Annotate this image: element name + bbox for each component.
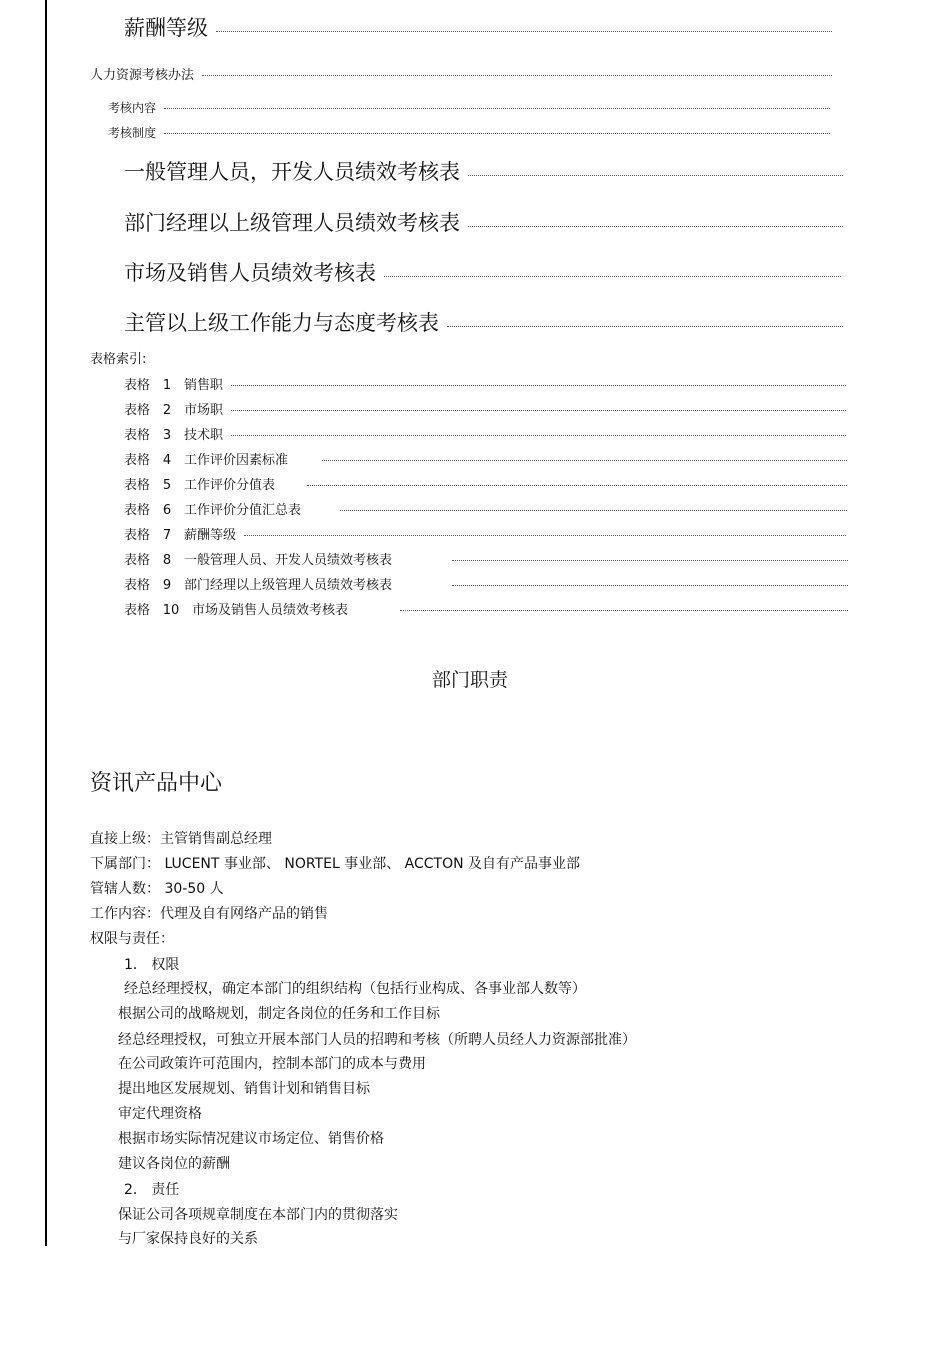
table-index-item[interactable] bbox=[124, 449, 847, 468]
table-name: 部门经理以上级管理人员绩效考核表 bbox=[184, 578, 393, 593]
toc-entry[interactable] bbox=[108, 124, 830, 141]
table-number: 7 bbox=[162, 528, 172, 543]
toc-entry-text: 考核内容 bbox=[108, 101, 157, 115]
leader-dots bbox=[452, 585, 848, 586]
authority-item: 经总经理授权，确定本部门的组织结构（包括行业构成、各事业部人数等） bbox=[124, 981, 586, 997]
authority-item: 提出地区发展规划、销售计划和销售目标 bbox=[118, 1081, 370, 1097]
toc-entry[interactable] bbox=[124, 12, 832, 42]
leader-dots bbox=[216, 31, 832, 32]
toc-entry-text: 薪酬等级 bbox=[124, 16, 208, 40]
authority-item: 经总经理授权，可独立开展本部门人员的招聘和考核（所聘人员经人力资源部批准） bbox=[118, 1032, 636, 1048]
table-label: 表格 bbox=[124, 378, 151, 393]
leader-dots bbox=[340, 510, 847, 511]
table-label: 表格 bbox=[124, 428, 151, 443]
table-label: 表格 bbox=[124, 503, 151, 518]
table-number: 8 bbox=[162, 553, 172, 568]
toc-entry-text: 主管以上级工作能力与态度考核表 bbox=[124, 311, 439, 335]
table-name: 市场职 bbox=[184, 403, 224, 418]
toc-entry-text: 一般管理人员，开发人员绩效考核表 bbox=[124, 160, 460, 184]
table-label: 表格 bbox=[124, 528, 151, 543]
table-name: 一般管理人员、开发人员绩效考核表 bbox=[184, 553, 393, 568]
table-index-item[interactable] bbox=[124, 549, 848, 568]
dept-duties-title: 部门职责 bbox=[431, 669, 508, 691]
headcount-line: 管辖人数： 30-50 人 bbox=[90, 881, 224, 897]
table-label: 表格 bbox=[124, 478, 151, 493]
authority-heading: 1． 权限 bbox=[124, 957, 180, 973]
authority-responsibility-heading: 权限与责任： bbox=[90, 931, 174, 947]
table-name: 薪酬等级 bbox=[184, 528, 237, 543]
table-name: 工作评价分值表 bbox=[184, 478, 276, 493]
toc-entry[interactable] bbox=[124, 156, 843, 186]
table-index-item[interactable] bbox=[124, 524, 846, 543]
superior-line: 直接上级：主管销售副总经理 bbox=[90, 831, 272, 847]
work-content-line: 工作内容：代理及自有网络产品的销售 bbox=[90, 906, 328, 922]
table-index-item[interactable] bbox=[124, 599, 848, 618]
table-number: 3 bbox=[162, 428, 172, 443]
authority-item: 审定代理资格 bbox=[118, 1106, 202, 1122]
responsibility-item: 保证公司各项规章制度在本部门内的贯彻落实 bbox=[118, 1207, 398, 1223]
table-name: 工作评价分值汇总表 bbox=[184, 503, 302, 518]
table-index-item[interactable] bbox=[124, 424, 846, 443]
table-label: 表格 bbox=[124, 578, 151, 593]
left-margin-rule bbox=[45, 0, 47, 1246]
toc-entry[interactable] bbox=[90, 64, 832, 83]
toc-entry-text: 人力资源考核办法 bbox=[90, 68, 195, 83]
toc-entry[interactable] bbox=[124, 257, 841, 287]
table-number: 2 bbox=[162, 403, 172, 418]
leader-dots bbox=[400, 610, 848, 611]
table-label: 表格 bbox=[124, 553, 151, 568]
table-name: 市场及销售人员绩效考核表 bbox=[192, 603, 349, 618]
table-label: 表格 bbox=[124, 403, 151, 418]
table-index-heading: 表格索引: bbox=[90, 352, 147, 367]
table-name: 销售职 bbox=[184, 378, 224, 393]
table-label: 表格 bbox=[124, 453, 151, 468]
leader-dots bbox=[307, 485, 847, 486]
leader-dots bbox=[452, 560, 848, 561]
responsibility-heading: 2． 责任 bbox=[124, 1182, 180, 1198]
leader-dots bbox=[468, 226, 843, 227]
toc-entry-text: 部门经理以上级管理人员绩效考核表 bbox=[124, 211, 460, 235]
table-index-item[interactable] bbox=[124, 374, 846, 393]
table-number: 10 bbox=[162, 603, 180, 618]
leader-dots bbox=[164, 108, 830, 109]
leader-dots bbox=[164, 133, 830, 134]
toc-entry-text: 考核制度 bbox=[108, 126, 157, 140]
table-index-item[interactable] bbox=[124, 499, 847, 518]
table-number: 1 bbox=[162, 378, 172, 393]
authority-item: 在公司政策许可范围内，控制本部门的成本与费用 bbox=[118, 1056, 426, 1072]
table-name: 技术职 bbox=[184, 428, 224, 443]
toc-entry[interactable] bbox=[124, 307, 843, 337]
authority-item: 根据市场实际情况建议市场定位、销售价格 bbox=[118, 1131, 384, 1147]
sub-departments-line: 下属部门： LUCENT 事业部、 NORTEL 事业部、 ACCTON 及自有产品事业部 bbox=[90, 856, 581, 872]
authority-item: 根据公司的战略规划，制定各岗位的任务和工作目标 bbox=[118, 1006, 440, 1022]
leader-dots bbox=[384, 276, 841, 277]
leader-dots bbox=[244, 535, 846, 536]
table-index-item[interactable] bbox=[124, 474, 847, 493]
toc-entry-text: 市场及销售人员绩效考核表 bbox=[124, 261, 376, 285]
responsibility-item: 与厂家保持良好的关系 bbox=[118, 1231, 258, 1247]
leader-dots bbox=[231, 385, 846, 386]
leader-dots bbox=[231, 435, 846, 436]
leader-dots bbox=[322, 460, 847, 461]
leader-dots bbox=[202, 75, 832, 76]
leader-dots bbox=[468, 175, 843, 176]
table-name: 工作评价因素标准 bbox=[184, 453, 289, 468]
toc-entry[interactable] bbox=[108, 99, 830, 116]
toc-entry[interactable] bbox=[124, 207, 843, 237]
table-index-item[interactable] bbox=[124, 399, 846, 418]
table-number: 5 bbox=[162, 478, 172, 493]
table-number: 9 bbox=[162, 578, 172, 593]
table-number: 4 bbox=[162, 453, 172, 468]
table-index-item[interactable] bbox=[124, 574, 848, 593]
section-title: 资讯产品中心 bbox=[90, 771, 223, 796]
table-number: 6 bbox=[162, 503, 172, 518]
leader-dots bbox=[231, 410, 846, 411]
table-label: 表格 bbox=[124, 603, 151, 618]
authority-item: 建议各岗位的薪酬 bbox=[118, 1156, 230, 1172]
leader-dots bbox=[447, 326, 843, 327]
